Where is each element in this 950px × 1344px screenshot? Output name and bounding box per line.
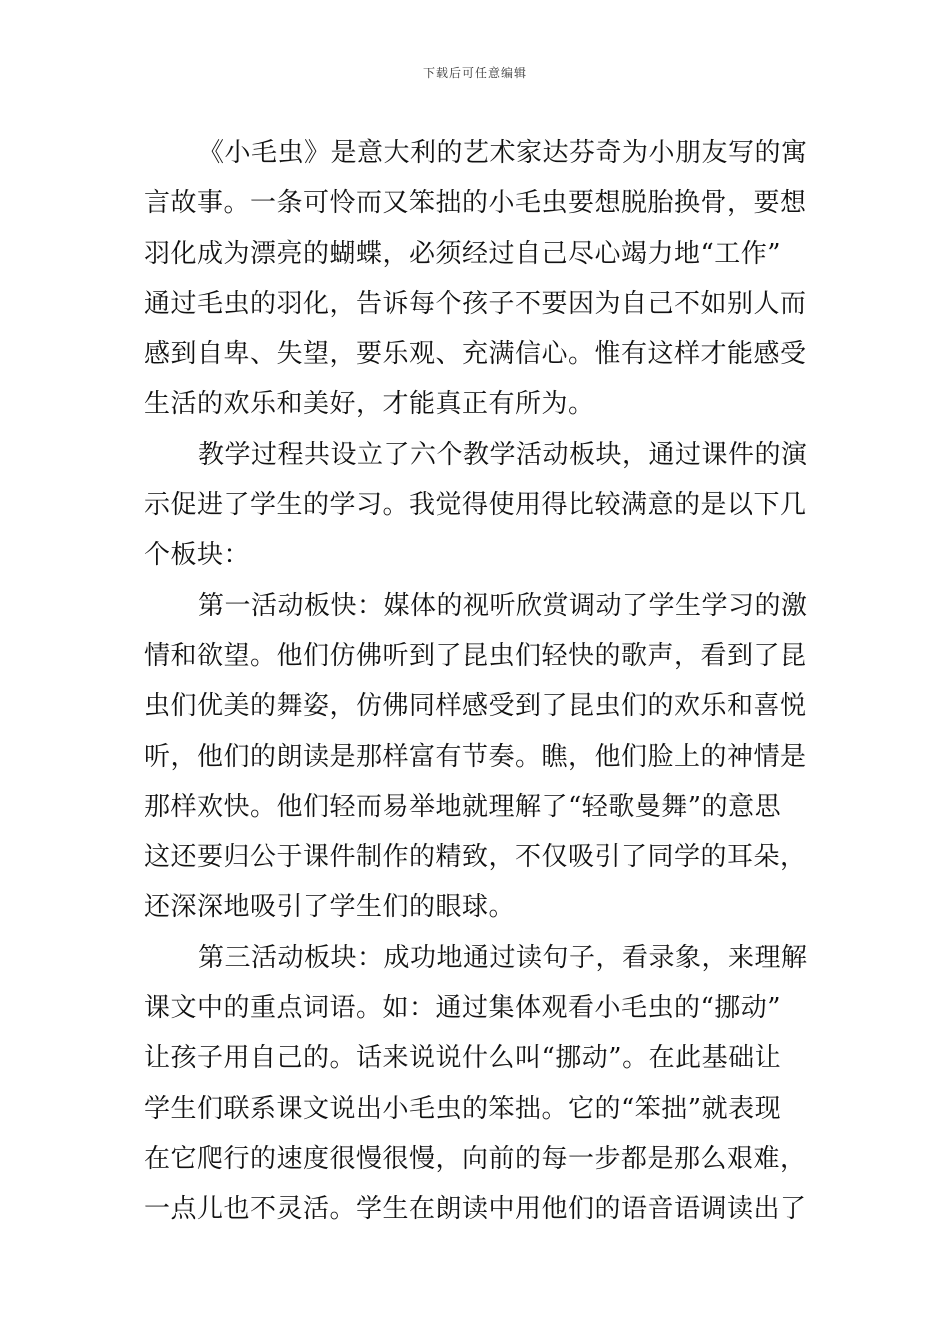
text-line: 虫们优美的舞姿，仿佛同样感受到了昆虫们的欢乐和喜悦 [144, 691, 807, 722]
text-line: 听，他们的朗读是那样富有节奏。瞧，他们脸上的神情是 [144, 741, 807, 772]
page-header: 下载后可任意编辑 [422, 66, 527, 80]
paragraph [144, 933, 814, 1235]
text-line: 让孩子用自己的。话来说说什么叫“挪动”。在此基础让 [144, 1043, 782, 1074]
text-line: 在它爬行的速度很慢很慢，向前的每一步都是那么艰难， [144, 1143, 807, 1174]
text-line: 感到自卑、失望，要乐观、充满信心。惟有这样才能感受 [144, 339, 807, 370]
document-body [144, 128, 814, 1235]
text-line: 第一活动板快：媒体的视听欣赏调动了学生学习的激 [198, 590, 808, 621]
text-line: 那样欢快。他们轻而易举地就理解了“轻歌曼舞”的意思 [144, 791, 782, 822]
text-line: 教学过程共设立了六个教学活动板块，通过课件的演 [198, 439, 808, 470]
text-line: 生活的欢乐和美好，才能真正有所为。 [144, 389, 595, 420]
text-line: 课文中的重点词语。如：通过集体观看小毛虫的“挪动” [144, 993, 782, 1024]
text-line: 《小毛虫》是意大利的艺术家达芬奇为小朋友写的寓 [198, 138, 808, 168]
text-line: 通过毛虫的羽化，告诉每个孩子不要因为自己不如别人而 [144, 288, 807, 319]
text-line: 情和欲望。他们仿佛听到了昆虫们轻快的歌声，看到了昆 [144, 640, 807, 671]
text-line: 羽化成为漂亮的蝴蝶，必须经过自己尽心竭力地“工作” [144, 238, 782, 269]
text-line: 学生们联系课文说出小毛虫的笨拙。它的“笨拙”就表现 [144, 1093, 782, 1124]
text-line: 一点儿也不灵活。学生在朗读中用他们的语音语调读出了 [144, 1194, 807, 1225]
text-line: 这还要归公于课件制作的精致，不仅吸引了同学的耳朵， [144, 842, 807, 873]
paragraph [144, 430, 814, 581]
paragraph [144, 581, 814, 933]
text-line: 言故事。一条可怜而又笨拙的小毛虫要想脱胎换骨，要想 [144, 188, 807, 219]
text-line: 还深深地吸引了学生们的眼球。 [144, 892, 516, 923]
text-line: 个板块： [144, 540, 251, 571]
paragraph [144, 128, 814, 430]
text-line: 示促进了学生的学习。我觉得使用得比较满意的是以下几 [144, 490, 807, 521]
text-line: 第三活动板块：成功地通过读句子，看录象，来理解 [198, 942, 808, 973]
